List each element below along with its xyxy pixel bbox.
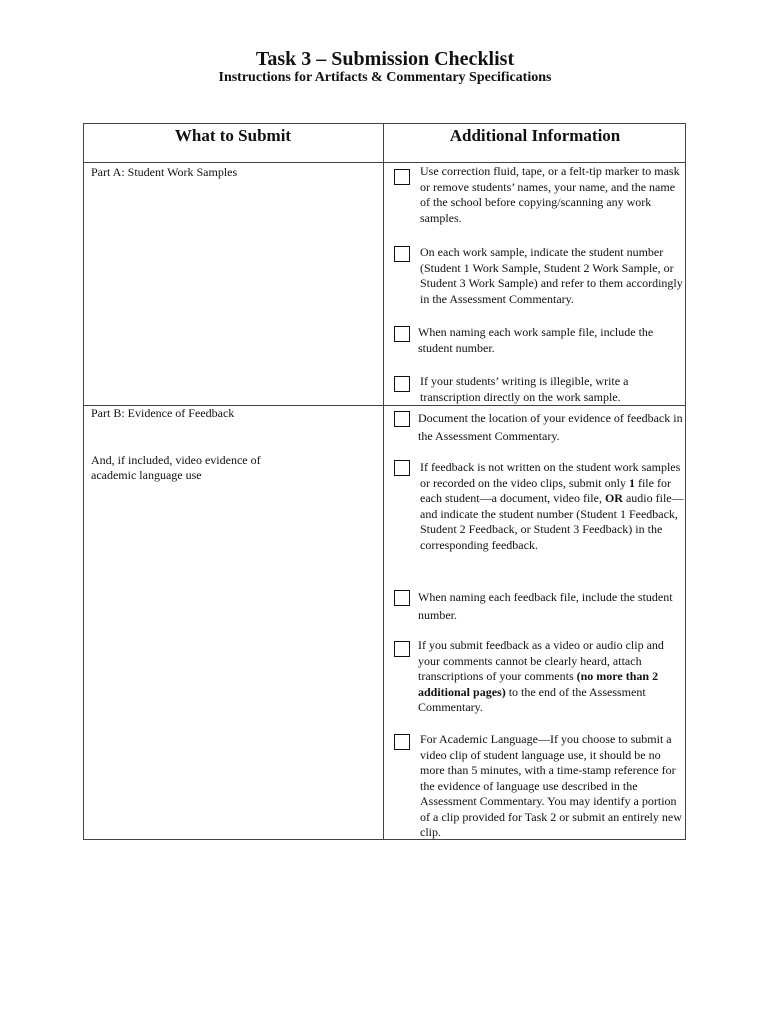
item-b1-text: Document the location of your evidence of feedback in the Assessment Commentary. [418,411,683,443]
page-subtitle: Instructions for Artifacts & Commentary Specifications [218,70,552,85]
checkbox-a2[interactable] [394,246,410,262]
checkbox-a3[interactable] [394,326,410,342]
item-b4-text: If you submit feedback as a video or audio clip and your comments cannot be clearly heard, attach transcriptions of your comments (no more than 2 additional pages) to the end of the Assessment Commentary. [418,638,664,714]
column-header-additional-information: Additional Information [449,126,621,145]
checkbox-a1[interactable] [394,169,410,185]
header-row-divider [83,162,686,163]
item-b5-text: For Academic Language—If you choose to submit a video clip of student language use, it should be no more than 5 minutes, with a time-stamp reference for the evidence of language use described in the Assessment Commentary. You may identify a portion of a clip provided for Task 2 or submit an entirely new clip. [420,732,682,839]
part-a-label: Part A: Student Work Samples [91,165,238,179]
column-header-what-to-submit: What to Submit [174,126,292,145]
page-title: Task 3 – Submission Checklist [255,48,515,70]
checkbox-b4[interactable] [394,641,410,657]
part-b-sublabel: And, if included, video evidence of academic language use [91,453,261,482]
column-divider [383,123,384,840]
item-b2-text: If feedback is not written on the student work samples or recorded on the video clips, submit only 1 file for each student—a document, video file, OR audio file—and indicate the student number (Student 1 Feedback, Student 2 Feedback, or Student 3 Feedback) in the corresponding feedback. [420,460,684,552]
checkbox-b5[interactable] [394,734,410,750]
item-a4-text: If your students’ writing is illegible, write a transcription directly on the work sample. [420,374,629,404]
item-a1-text: Use correction fluid, tape, or a felt-tip marker to mask or remove students’ names, your name, and the name of the school before copying/scanning any work samples. [420,164,680,225]
checkbox-a4[interactable] [394,376,410,392]
item-b3-text: When naming each feedback file, include the student number. [418,590,673,622]
item-a2-text: On each work sample, indicate the student number (Student 1 Work Sample, Student 2 Work Sample, or Student 3 Work Sample) and refer to them accordingly in the Assessment Commentary. [420,245,683,306]
item-a3-text: When naming each work sample file, include the student number. [418,325,654,355]
checkbox-b3[interactable] [394,590,410,606]
part-b-label: Part B: Evidence of Feedback [91,406,235,420]
checkbox-b2[interactable] [394,460,410,476]
checkbox-b1[interactable] [394,411,410,427]
